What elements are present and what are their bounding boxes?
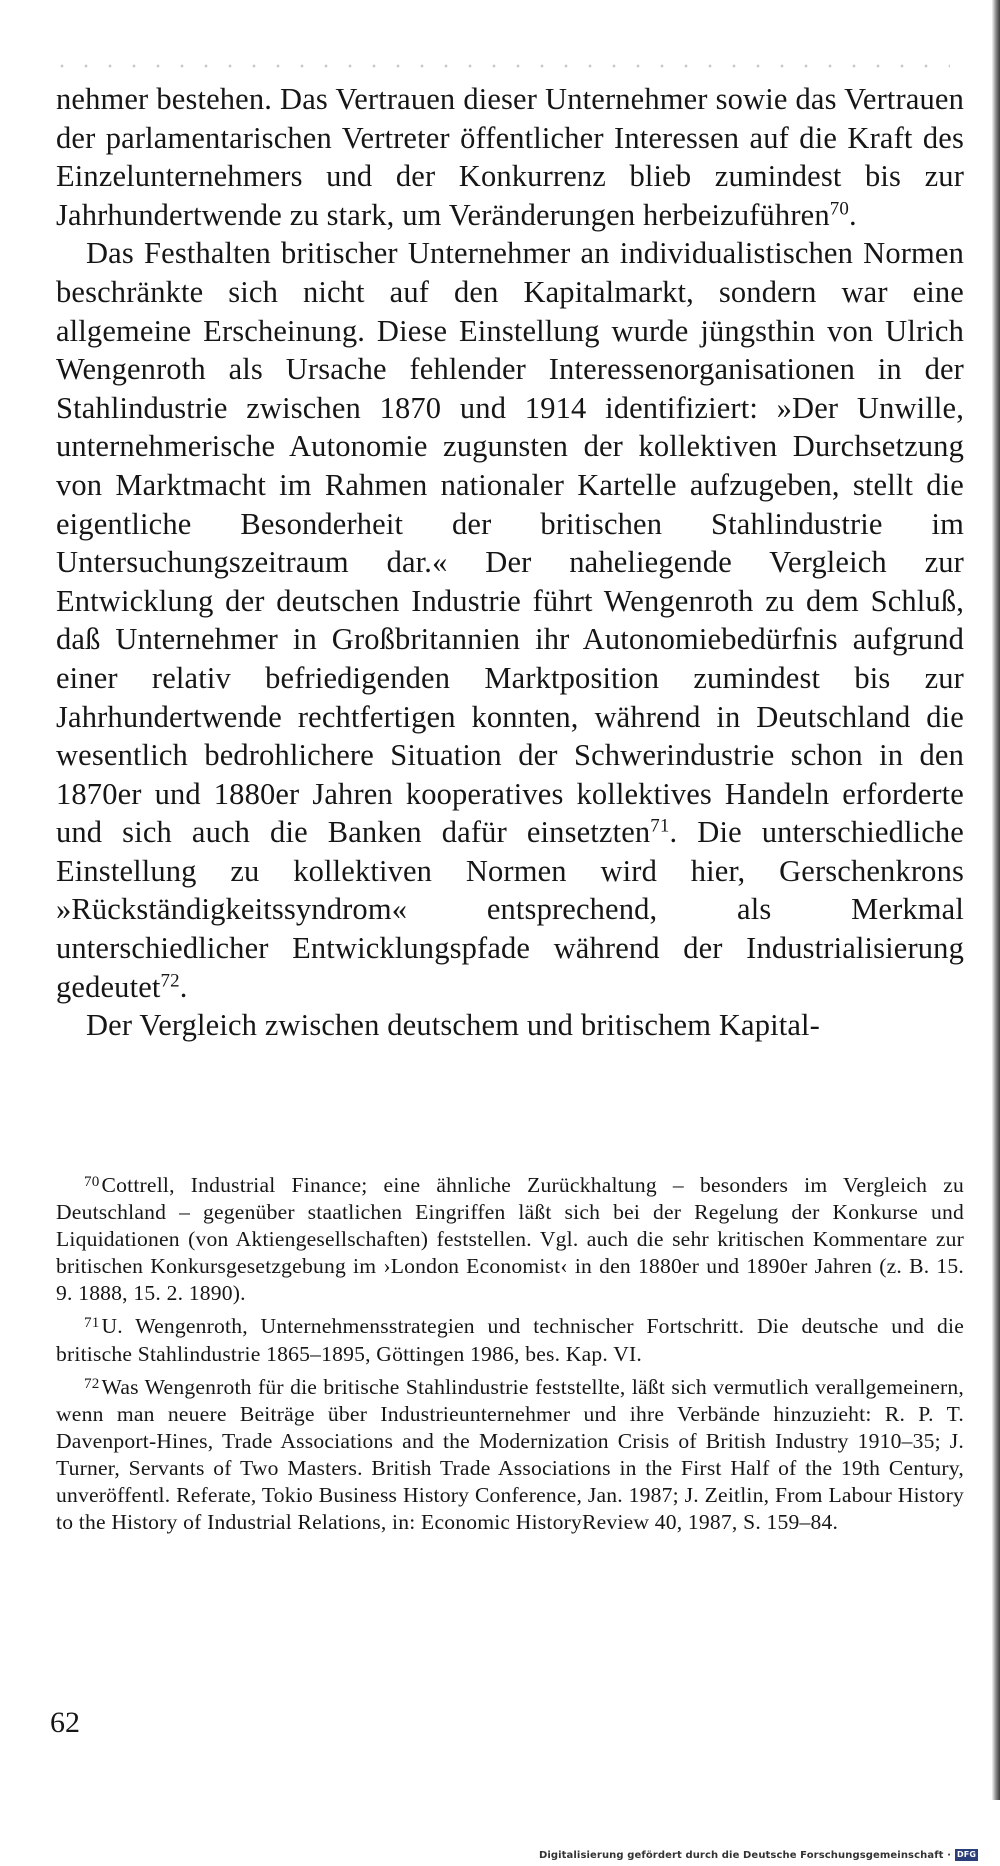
top-dot-rule xyxy=(50,64,950,68)
footnote xyxy=(56,1313,964,1367)
digitization-credit xyxy=(539,1849,978,1861)
scan-edge-shadow xyxy=(992,0,1000,1800)
footnote xyxy=(56,1374,964,1537)
footnote-reference[interactable]: 71 xyxy=(650,815,670,837)
text-segment: . xyxy=(179,969,188,1004)
paragraph xyxy=(56,80,964,234)
text-segment: . Die unterschiedliche Einstellung zu kollektiven Normen wird hier, Gerschenkrons »Rückständigkeitssyndrom« entsprechend, als Merkmal unterschiedlicher Entwicklungspfade während der Industrialisierung gedeutet xyxy=(56,815,964,1004)
text-segment: Der Vergleich zwischen deutschem und britischem Kapital- xyxy=(86,1008,820,1043)
footnote-reference[interactable]: 72 xyxy=(160,970,180,992)
dfg-logo: DFG xyxy=(957,1850,976,1859)
footnote-reference[interactable]: 70 xyxy=(829,198,849,220)
footnote-text: Was Wengenroth für die britische Stahlindustrie feststellte, läßt sich vermutlich verallgemeinern, wenn man neuere Beiträge über Industrieunternehmer und ihre Verbände hinzuzieht: R. P. T. Davenport-Hines, Trade Associations and the Modernization Crisis of British Industry 1910–35; J. Turner, Servants of Two Masters. British Trade Associations in the First Half of the 19th Century, unveröffentl. Referate, Tokio Business History Conference, Jan. 1987; J. Zeitlin, From Labour History to the History of Industrial Relations, in: Economic HistoryReview 40, 1987, S. 159–84. xyxy=(56,1374,964,1535)
text-segment: . xyxy=(848,197,857,232)
main-text xyxy=(56,80,964,1045)
page-number: 62 xyxy=(50,1706,80,1739)
paragraph xyxy=(56,1006,964,1045)
paragraph xyxy=(56,234,964,1006)
footnotes xyxy=(56,1172,964,1542)
footnote-text: Cottrell, Industrial Finance; eine ähnliche Zurückhaltung – besonders im Vergleich zu Deutschland – gegenüber staatlichen Eingriffen läßt sich bei der Regelung der Konkurse und Liquidationen (von Aktiengesellschaften) feststellen. Vgl. auch die sehr kritischen Kommentare zur britischen Konkursgesetzgebung im ›London Economist‹ in den 1880er und 1890er Jahren (z. B. 15. 9. 1888, 15. 2. 1890). xyxy=(56,1173,964,1306)
text-segment: Das Festhalten britischer Unternehmer an individualistischen Normen beschränkte sich nicht auf den Kapitalmarkt, sondern war eine allgemeine Erscheinung. Diese Einstellung wurde jüngsthin von Ulrich Wengenroth als Ursache fehlender Interessenorganisationen in der Stahlindustrie zwischen 1870 und 1914 identifiziert: »Der Unwille, unternehmerische Autonomie zugunsten der kollektiven Durchsetzung von Marktmacht im Rahmen nationaler Kartelle aufzugeben, stellt die eigentliche Besonderheit der britischen Stahlindustrie im Untersuchungszeitraum dar.« Der naheliegende Vergleich zur Entwicklung der deutschen Industrie führt Wengenroth zu dem Schluß, daß Unternehmer in Großbritannien ihr Autonomiebedürfnis aufgrund einer relativ befriedigenden Marktposition zumindest bis zur Jahrhundertwende rechtfertigen konnten, während in Deutschland die wesentlich bedrohlichere Situation der Schwerindustrie schon in den 1870er und 1880er Jahren kooperatives kollektives Handeln erforderte und sich auch die Banken dafür einsetzten xyxy=(56,236,964,850)
footnote-text: U. Wengenroth, Unternehmensstrategien und technischer Fortschritt. Die deutsche und die britische Stahlindustrie 1865–1895, Göttingen 1986, bes. Kap. VI. xyxy=(56,1314,964,1366)
footnote-number: 70 xyxy=(84,1173,100,1190)
text-segment: nehmer bestehen. Das Vertrauen dieser Unternehmer sowie das Vertrauen der parlamentarischen Vertreter öffentlicher Interessen auf die Kraft des Einzelunternehmers und der Konkurrenz blieb zumindest bis zur Jahrhundertwende zu stark, um Veränderungen herbeizuführen xyxy=(56,82,964,232)
credit-text: Digitalisierung gefördert durch die Deutsche Forschungsgemeinschaft · xyxy=(538,1849,952,1861)
footnote-number: 71 xyxy=(84,1315,100,1332)
footnote xyxy=(56,1172,964,1307)
footnote-number: 72 xyxy=(84,1375,100,1392)
